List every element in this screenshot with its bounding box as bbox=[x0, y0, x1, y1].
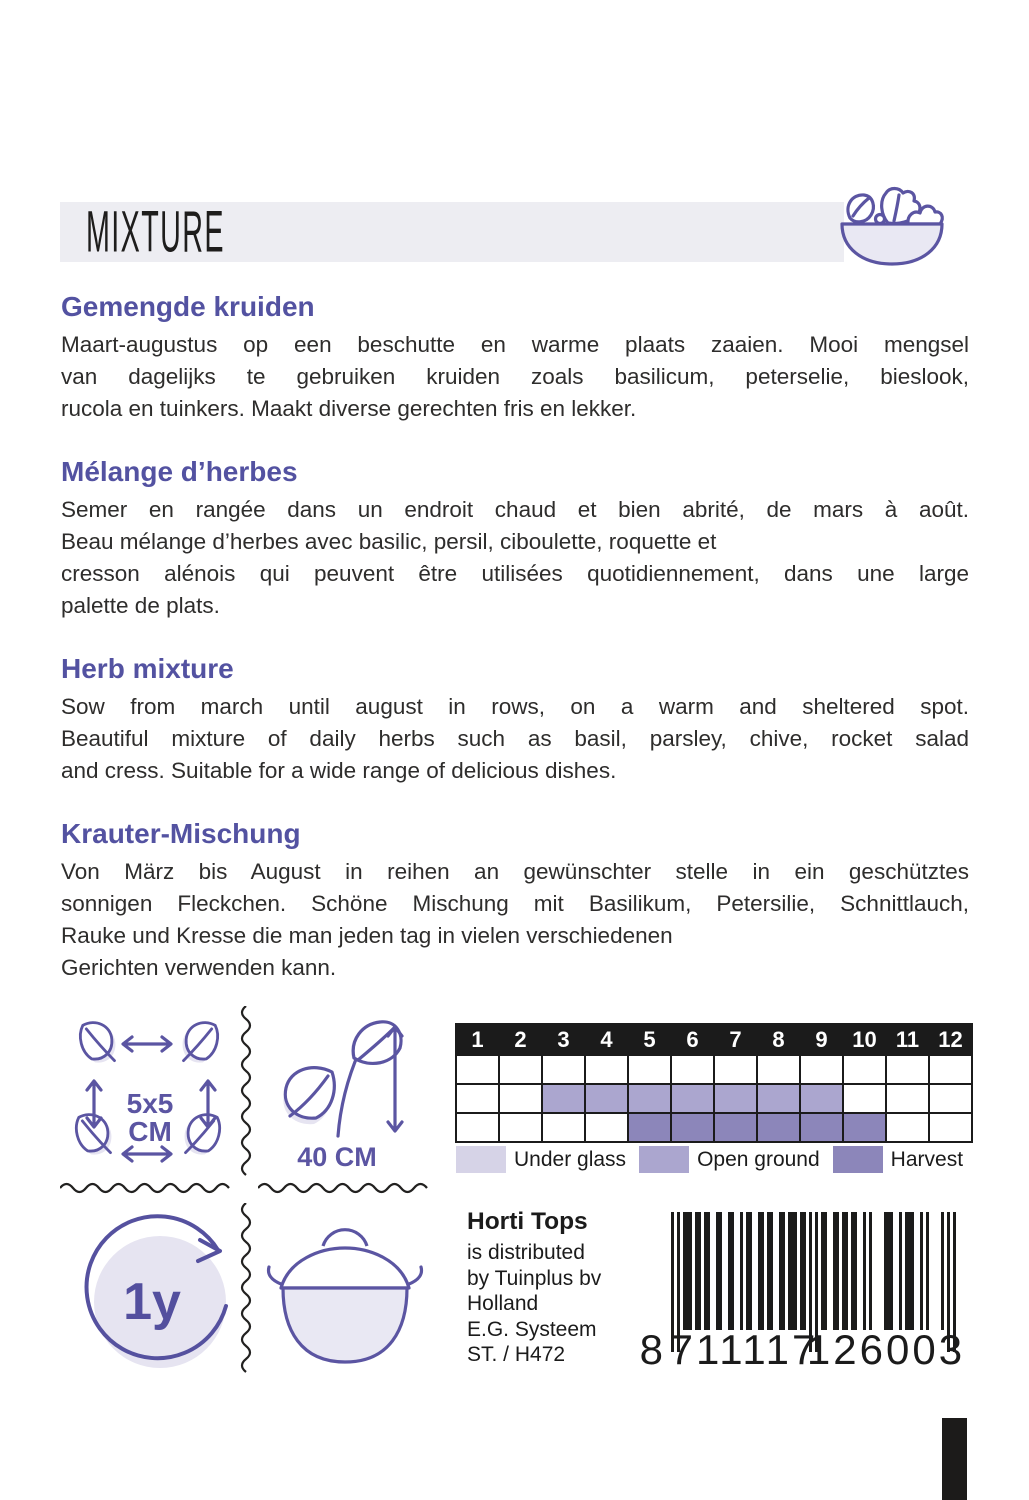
section-heading: Herb mixture bbox=[61, 653, 234, 684]
distributor-line: E.G. Systeem bbox=[467, 1317, 597, 1341]
text-section-en bbox=[61, 651, 969, 787]
barcode-bar bbox=[941, 1212, 944, 1330]
section-paragraph bbox=[61, 691, 969, 787]
calendar-month-header: 3 bbox=[542, 1024, 585, 1055]
distributor-name: Horti Tops bbox=[467, 1208, 588, 1235]
paragraph-line: Rauke und Kresse die man jeden tag in vielen verschiedenen bbox=[61, 923, 673, 948]
distributor-line: by Tuinplus bv bbox=[467, 1266, 602, 1290]
sowing-distance-icon bbox=[58, 1014, 243, 1184]
barcode-bar bbox=[728, 1212, 734, 1330]
pot-handle-right bbox=[409, 1267, 422, 1284]
vertical-arrow-icon bbox=[201, 1081, 215, 1127]
calendar-cell bbox=[886, 1113, 929, 1142]
barcode-bar bbox=[884, 1212, 893, 1330]
section-heading: Gemengde kruiden bbox=[61, 291, 315, 322]
calendar-cell bbox=[800, 1055, 843, 1084]
barcode-bar bbox=[683, 1212, 692, 1330]
barcode bbox=[633, 1212, 968, 1377]
life-cycle-label: 1y bbox=[123, 1273, 181, 1331]
calendar-cell bbox=[628, 1084, 671, 1113]
calendar-cell bbox=[929, 1055, 972, 1084]
cooking-pot-icon bbox=[260, 1208, 432, 1380]
bowl-pea-icon bbox=[876, 215, 885, 224]
calendar-cell bbox=[542, 1084, 585, 1113]
calendar-cell bbox=[714, 1084, 757, 1113]
calendar-cell bbox=[628, 1113, 671, 1142]
barcode-bar bbox=[920, 1212, 923, 1330]
calendar-cell bbox=[499, 1084, 542, 1113]
barcode-bar bbox=[869, 1212, 872, 1330]
horizontal-arrow-icon bbox=[123, 1037, 171, 1051]
legend-swatch bbox=[833, 1146, 883, 1173]
barcode-bar bbox=[851, 1212, 857, 1330]
calendar-cell bbox=[843, 1084, 886, 1113]
calendar-cell bbox=[499, 1055, 542, 1084]
text-section-nl bbox=[61, 289, 969, 425]
paragraph-line: van dagelijks te gebruiken kruiden zoals basilicum, peterselie, bieslook, bbox=[61, 364, 969, 389]
calendar-cell bbox=[800, 1113, 843, 1142]
calendar-cell bbox=[585, 1084, 628, 1113]
legend-swatch bbox=[639, 1146, 689, 1173]
calendar-month-header: 1 bbox=[456, 1024, 499, 1055]
barcode-bar bbox=[863, 1212, 866, 1330]
calendar-cell bbox=[800, 1084, 843, 1113]
calendar-cell bbox=[585, 1113, 628, 1142]
barcode-bar bbox=[800, 1212, 806, 1330]
section-paragraph bbox=[61, 856, 969, 984]
barcode-digit-first: 8 bbox=[639, 1326, 663, 1372]
distributor-line: is distributed bbox=[467, 1241, 585, 1264]
legend-swatch bbox=[456, 1146, 506, 1173]
vertical-arrow-icon bbox=[87, 1081, 101, 1127]
pot-lid-knob bbox=[323, 1230, 367, 1246]
pot-handle-left bbox=[269, 1267, 282, 1284]
calendar-cell bbox=[542, 1055, 585, 1084]
calendar-cell bbox=[757, 1084, 800, 1113]
spacing-unit-label: CM bbox=[128, 1116, 172, 1147]
calendar-cell bbox=[843, 1055, 886, 1084]
annual-cycle-icon bbox=[72, 1212, 240, 1377]
calendar-month-header: 9 bbox=[800, 1024, 843, 1055]
barcode-bar bbox=[779, 1212, 785, 1330]
plant-height-label: 40 CM bbox=[297, 1142, 377, 1172]
leaf-icon bbox=[80, 1023, 115, 1063]
paragraph-line: Gerichten verwenden kann. bbox=[61, 955, 337, 980]
calendar-cell bbox=[671, 1084, 714, 1113]
wavy-divider-horizontal bbox=[60, 1181, 238, 1195]
calendar-month-header: 6 bbox=[671, 1024, 714, 1055]
calendar-cell bbox=[929, 1113, 972, 1142]
calendar-cell bbox=[757, 1055, 800, 1084]
paragraph-line: Beau mélange d’herbes avec basilic, persil, ciboulette, roquette et bbox=[61, 529, 717, 554]
section-paragraph bbox=[61, 329, 969, 425]
paragraph-line: Maart-augustus op een beschutte en warme plaats zaaien. Mooi mengsel bbox=[61, 332, 969, 357]
calendar-cell bbox=[499, 1113, 542, 1142]
wavy-divider-vertical bbox=[239, 1006, 253, 1186]
horizontal-arrow-icon bbox=[123, 1147, 171, 1161]
barcode-bar bbox=[758, 1212, 764, 1330]
calendar-month-header: 12 bbox=[929, 1024, 972, 1055]
barcode-bar bbox=[746, 1212, 752, 1330]
calendar-cell bbox=[456, 1055, 499, 1084]
section-heading: Mélange d’herbes bbox=[61, 456, 298, 487]
calendar-cell bbox=[542, 1113, 585, 1142]
sowing-calendar-table bbox=[455, 1023, 973, 1143]
calendar-month-header: 10 bbox=[843, 1024, 886, 1055]
calendar-cell bbox=[456, 1084, 499, 1113]
barcode-bar bbox=[704, 1212, 710, 1330]
legend-label: Under glass bbox=[514, 1147, 627, 1171]
paragraph-line: and cress. Suitable for a wide range of delicious dishes. bbox=[61, 758, 617, 783]
barcode-bar bbox=[833, 1212, 839, 1330]
distributor-line: ST. / H472 bbox=[467, 1343, 566, 1366]
pot-lid bbox=[281, 1248, 409, 1288]
section-heading: Krauter-Mischung bbox=[61, 818, 301, 849]
barcode-bar bbox=[767, 1212, 773, 1330]
legend-label: Open ground bbox=[697, 1147, 820, 1171]
spacing-value-label: 5x5 bbox=[126, 1088, 174, 1119]
calendar-cell bbox=[585, 1055, 628, 1084]
calendar-cell bbox=[628, 1055, 671, 1084]
calendar-cell bbox=[757, 1113, 800, 1142]
calendar-cell bbox=[671, 1055, 714, 1084]
distributor-block bbox=[467, 1208, 601, 1368]
plant-height-icon bbox=[262, 1014, 412, 1142]
plant-stem bbox=[338, 1052, 359, 1136]
calendar-month-header: 4 bbox=[585, 1024, 628, 1055]
text-section-de bbox=[61, 816, 969, 984]
calendar-cell bbox=[714, 1113, 757, 1142]
calendar-cell bbox=[886, 1084, 929, 1113]
calendar-month-header: 7 bbox=[714, 1024, 757, 1055]
barcode-bar bbox=[716, 1212, 722, 1330]
cycle-arrow-head bbox=[198, 1240, 220, 1261]
pot-body bbox=[283, 1288, 407, 1362]
paragraph-line: cresson alénois qui peuvent être utilisées quotidiennement, dans une large bbox=[61, 561, 969, 586]
wavy-divider-horizontal bbox=[258, 1181, 436, 1195]
calendar-cell bbox=[929, 1084, 972, 1113]
distributor-lines bbox=[467, 1240, 601, 1368]
calendar-legend bbox=[456, 1146, 976, 1173]
barcode-bar bbox=[926, 1212, 929, 1330]
leaf-icon bbox=[183, 1023, 218, 1063]
barcode-bar bbox=[899, 1212, 902, 1330]
paragraph-line: Beautiful mixture of daily herbs such as basil, parsley, chive, rocket salad bbox=[61, 726, 969, 751]
print-crop-mark bbox=[942, 1418, 967, 1500]
calendar-cell bbox=[886, 1055, 929, 1084]
calendar-cell bbox=[456, 1113, 499, 1142]
barcode-digits-left: 711117 bbox=[669, 1326, 819, 1372]
paragraph-line: Sow from march until august in rows, on a warm and sheltered spot. bbox=[61, 694, 969, 719]
calendar-month-header: 8 bbox=[757, 1024, 800, 1055]
legend-label: Harvest bbox=[890, 1147, 964, 1171]
salad-bowl-icon bbox=[836, 186, 950, 270]
description-sections bbox=[61, 289, 969, 1013]
calendar-cell bbox=[671, 1113, 714, 1142]
paragraph-line: sonnigen Fleckchen. Schöne Mischung mit Basilikum, Petersilie, Schnittlauch, bbox=[61, 891, 969, 916]
paragraph-line: rucola en tuinkers. Maakt diverse gerechten fris en lekker. bbox=[61, 396, 637, 421]
paragraph-line: Semer en rangée dans un endroit chaud et bien abrité, de mars à août. bbox=[61, 497, 969, 522]
calendar-month-header: 2 bbox=[499, 1024, 542, 1055]
wavy-divider-vertical bbox=[239, 1203, 253, 1383]
paragraph-line: palette de plats. bbox=[61, 593, 220, 618]
page-title: MIXTURE bbox=[86, 198, 225, 264]
barcode-bar bbox=[821, 1212, 827, 1330]
barcode-bar bbox=[842, 1212, 848, 1330]
bowl-body bbox=[842, 224, 942, 264]
paragraph-line: Von März bis August in reihen an gewünschter stelle in ein geschütztes bbox=[61, 859, 969, 884]
barcode-bar bbox=[740, 1212, 743, 1330]
header-band bbox=[60, 198, 844, 264]
section-paragraph bbox=[61, 494, 969, 622]
barcode-digits-right: 126003 bbox=[806, 1326, 966, 1372]
distributor-line: Holland bbox=[467, 1292, 539, 1315]
barcode-bar bbox=[788, 1212, 797, 1330]
barcode-bar bbox=[695, 1212, 701, 1330]
calendar-cell bbox=[714, 1055, 757, 1084]
calendar-cell bbox=[843, 1113, 886, 1142]
barcode-bar bbox=[905, 1212, 914, 1330]
calendar-month-header: 5 bbox=[628, 1024, 671, 1055]
calendar-month-header: 11 bbox=[886, 1024, 929, 1055]
text-section-fr bbox=[61, 454, 969, 622]
